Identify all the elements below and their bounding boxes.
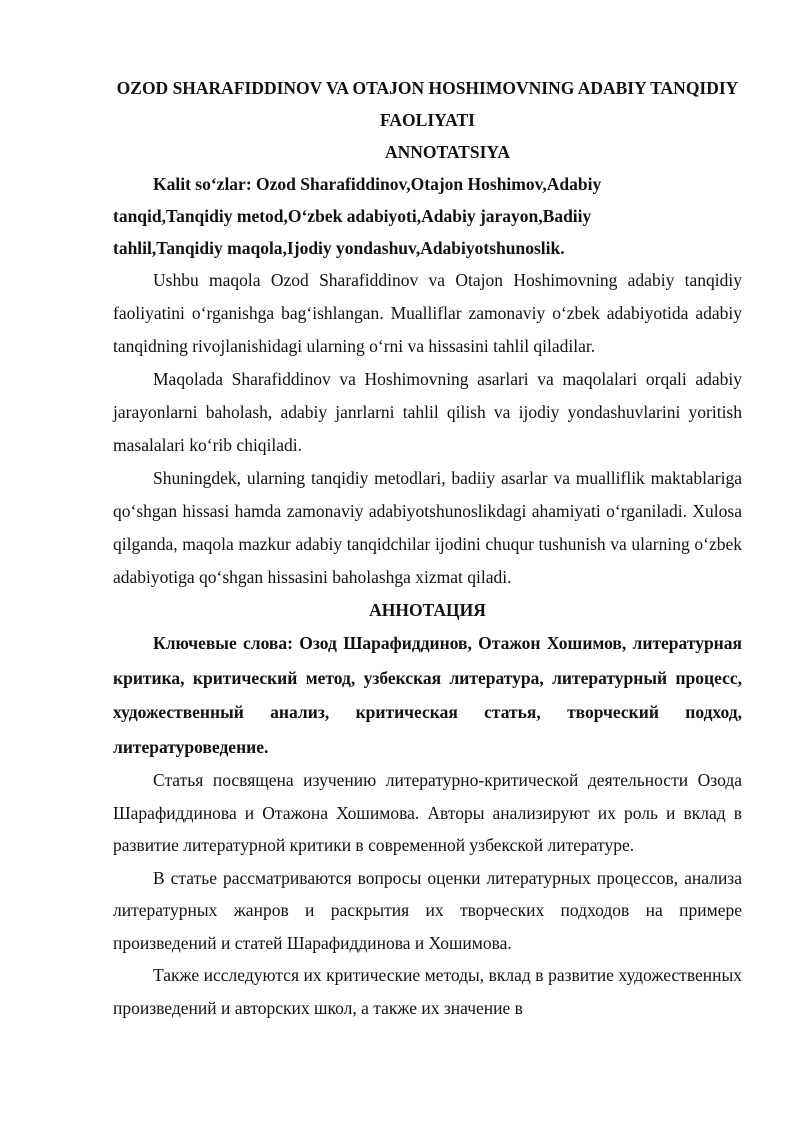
paragraph-uz-3: Shuningdek, ularning tanqidiy metodlari, badiiy asarlar va mualliflik maktablariga qo‘shgan hissasi hamda zamonaviy adabiyotshunoslikdagi ahamiyati o‘rganiladi. Xulosa qilganda, maqola mazkur adabiy tanqidchilar ijodini chuqur tushunish va ularning o‘zbek adabiyotiga qo‘shgan hissasini baholashga xizmat qiladi. (113, 468, 742, 587)
paragraph-uz-1: Ushbu maqola Ozod Sharafiddinov va Otajon Hoshimovning adabiy tanqidiy faoliyatini o‘rganishga bag‘ishlangan. Mualliflar zamonaviy o‘zbek adabiyotida adabiy tanqidning rivojlanishidagi ularning o‘rni va hissasini tahlil qiladilar. (113, 270, 742, 356)
document-page (113, 72, 742, 1024)
paragraph-ru-3: Также исследуются их критические методы, вклад в развитие художественных произведений и авторских школ, а также их значение в (113, 965, 742, 1018)
paragraph-ru-1: Статья посвящена изучению литературно-критической деятельности Озода Шарафиддинова и Отажона Хошимова. Авторы анализируют их роль и вклад в развитие литературной критики в современной узбекской литературе. (113, 770, 742, 855)
paragraph-ru-2: В статье рассматриваются вопросы оценки литературных процессов, анализа литературных жанров и раскрытия их творческих подходов на примере произведений и статей Шарафиддинова и Хошимова. (113, 867, 742, 953)
annotation-heading-ru: АННОТАЦИЯ (369, 600, 486, 620)
keywords-ru: Ключевые слова: Озод Шарафиддинов, Отажон Хошимов, литературная критика, критический метод, узбекская литература, литературный процесс, художественный анализ, критическая статья, творческий подход, литературоведение. (113, 633, 742, 757)
annotation-heading-uz: ANNOTATSIYA (384, 142, 511, 162)
keywords-uz: Kalit so‘zlar: Ozod Sharafiddinov,Otajon Hoshimov,Adabiy tanqid,Tanqidiy metod,O‘zbek adabiyoti,Adabiy jarayon,Badiiy tahlil,Tanqidiy maqola,Ijodiy yondashuv,Adabiyotshunoslik. (113, 174, 602, 258)
paragraph-uz-2: Maqolada Sharafiddinov va Hoshimovning asarlari va maqolalari orqali adabiy jarayonlarni baholash, adabiy janrlarni tahlil qilish va ijodiy yondashuvlarini yoritish masalalari ko‘rib chiqiladi. (113, 369, 742, 455)
article-title: OZOD SHARAFIDDINOV VA OTAJON HOSHIMOVNING ADABIY TANQIDIY FAOLIYATI (116, 78, 739, 130)
